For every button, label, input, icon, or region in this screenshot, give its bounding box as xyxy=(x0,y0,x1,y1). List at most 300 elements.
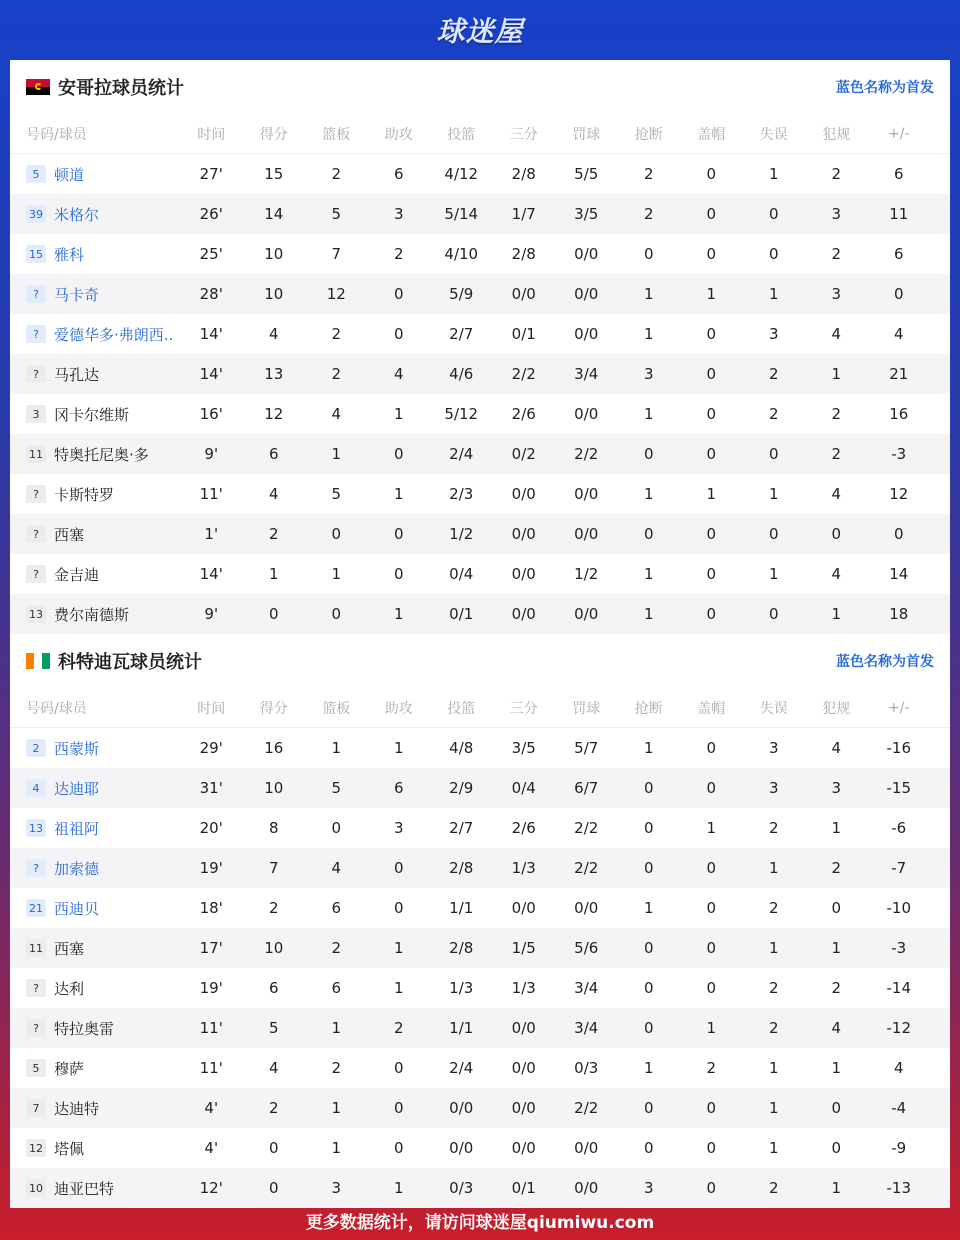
stat-cell: 0 xyxy=(768,525,779,543)
player-name[interactable]: 雅科 xyxy=(54,245,85,264)
stat-cell: 0 xyxy=(331,819,342,837)
stat-cell: 2 xyxy=(831,859,842,877)
jersey-number-badge: 13 xyxy=(26,819,46,837)
stat-cell: 1 xyxy=(393,939,404,957)
table-row[interactable] xyxy=(10,1128,950,1168)
stat-cell: 2 xyxy=(268,899,279,917)
stat-cell: 1 xyxy=(331,445,342,463)
stat-cell: 2/6 xyxy=(511,405,536,423)
cote-divoire-flag-icon xyxy=(26,653,50,669)
stat-cell: 1 xyxy=(768,165,779,183)
stat-cell: 1/7 xyxy=(511,205,536,223)
player-name[interactable]: 卡斯特罗 xyxy=(54,485,115,504)
column-header: +/- xyxy=(888,699,910,716)
stat-cell: 3 xyxy=(331,1179,342,1197)
stat-cell: 2/8 xyxy=(511,165,536,183)
flag-emblem xyxy=(35,83,42,90)
stat-cell: 2 xyxy=(831,165,842,183)
stat-cell: 2 xyxy=(768,819,779,837)
stat-cell: 2 xyxy=(831,245,842,263)
stat-cell: 2/4 xyxy=(449,445,474,463)
column-header: 篮板 xyxy=(322,126,351,143)
player-cell xyxy=(10,204,180,225)
jersey-number-badge: 10 xyxy=(26,1179,46,1197)
stat-cell: 0 xyxy=(831,899,842,917)
stat-cell: 1 xyxy=(393,979,404,997)
stat-cell: 3/5 xyxy=(574,205,599,223)
stat-cell: 17' xyxy=(199,939,223,957)
column-header: 罚球 xyxy=(572,126,601,143)
table-row[interactable] xyxy=(10,234,950,274)
stat-cell: 0/0 xyxy=(511,1019,536,1037)
stat-cell: 10 xyxy=(264,939,284,957)
stat-cell: 1 xyxy=(706,1019,717,1037)
stat-cell: 1/5 xyxy=(511,939,536,957)
column-header: 抢断 xyxy=(634,700,663,717)
table-row[interactable] xyxy=(10,968,950,1008)
stat-cell: 0 xyxy=(706,939,717,957)
stat-cell: 29' xyxy=(199,739,223,757)
stat-cell: 0 xyxy=(768,605,779,623)
stat-cell: 0 xyxy=(706,365,717,383)
stat-cell: 0 xyxy=(706,205,717,223)
stat-cell: -14 xyxy=(886,979,911,997)
stat-cell: 3 xyxy=(643,365,654,383)
jersey-number-badge: ? xyxy=(26,325,46,343)
stat-cell: -6 xyxy=(891,819,907,837)
jersey-number-badge: 39 xyxy=(26,205,46,223)
stat-cell: 10 xyxy=(264,285,284,303)
stat-cell: 4/12 xyxy=(444,165,479,183)
stat-cell: 0/0 xyxy=(574,1139,599,1157)
stat-cell: 3/4 xyxy=(574,365,599,383)
stat-cell: 21 xyxy=(889,365,909,383)
player-name[interactable]: 祖祖阿 xyxy=(54,819,100,838)
stat-cell: 1 xyxy=(331,1139,342,1157)
stat-cell: 1 xyxy=(331,565,342,583)
table-row[interactable] xyxy=(10,1048,950,1088)
stat-cell: 0 xyxy=(706,605,717,623)
table-row[interactable] xyxy=(10,274,950,314)
stat-cell: 2 xyxy=(768,979,779,997)
player-cell xyxy=(10,1178,180,1199)
stat-cell: 2 xyxy=(331,365,342,383)
player-cell xyxy=(10,938,180,959)
stat-cell: 0/0 xyxy=(574,285,599,303)
player-cell xyxy=(10,1098,180,1119)
stat-cell: 1 xyxy=(831,819,842,837)
stat-cell: 6 xyxy=(331,899,342,917)
jersey-number-badge: 3 xyxy=(26,405,46,423)
stat-cell: 2/2 xyxy=(511,365,536,383)
stat-cell: 1 xyxy=(768,859,779,877)
stat-cell: 0/4 xyxy=(449,565,474,583)
jersey-number-badge: ? xyxy=(26,979,46,997)
stat-cell: 0/0 xyxy=(511,285,536,303)
stat-cell: 9' xyxy=(204,445,219,463)
stat-cell: 2/2 xyxy=(574,445,599,463)
player-name[interactable]: 西塞 xyxy=(54,525,85,544)
stat-cell: 0/0 xyxy=(511,899,536,917)
table-row[interactable] xyxy=(10,728,950,768)
stat-cell: 4 xyxy=(831,485,842,503)
stat-cell: 1 xyxy=(831,1179,842,1197)
stat-cell: 5/5 xyxy=(574,165,599,183)
stat-cell: 0/0 xyxy=(449,1099,474,1117)
stat-cell: 0/1 xyxy=(449,605,474,623)
player-cell xyxy=(10,858,180,879)
stat-cell: 0 xyxy=(706,899,717,917)
table-row[interactable] xyxy=(10,1008,950,1048)
stat-cell: 2/8 xyxy=(449,939,474,957)
stat-cell: 1 xyxy=(831,1059,842,1077)
stat-cell: 15 xyxy=(264,165,284,183)
team-section-header xyxy=(10,60,950,114)
stat-cell: 1/3 xyxy=(449,979,474,997)
stat-cell: 0 xyxy=(643,1099,654,1117)
stat-cell: 2 xyxy=(268,525,279,543)
player-name[interactable]: 迪亚巴特 xyxy=(54,1179,115,1198)
stat-cell: 3 xyxy=(831,285,842,303)
stat-cell: 12 xyxy=(264,405,284,423)
stat-cell: 4 xyxy=(268,485,279,503)
stat-cell: 12 xyxy=(326,285,346,303)
stat-cell: 2/7 xyxy=(449,819,474,837)
player-name[interactable]: 达迪耶 xyxy=(54,779,100,798)
table-row[interactable] xyxy=(10,888,950,928)
player-name[interactable]: 加索德 xyxy=(54,859,100,878)
table-row[interactable] xyxy=(10,514,950,554)
stat-cell: 6 xyxy=(393,165,404,183)
player-name[interactable]: 费尔南德斯 xyxy=(54,605,130,624)
stat-cell: 2/4 xyxy=(449,1059,474,1077)
player-cell xyxy=(10,738,180,759)
stats-card xyxy=(10,60,950,1200)
stat-cell: 1 xyxy=(768,1059,779,1077)
stat-cell: 2 xyxy=(831,405,842,423)
player-cell xyxy=(10,324,180,345)
player-name[interactable]: 穆萨 xyxy=(54,1059,85,1078)
stat-cell: 0/0 xyxy=(574,525,599,543)
stat-cell: 1 xyxy=(331,1099,342,1117)
stat-cell: 1 xyxy=(643,899,654,917)
stat-cell: 0 xyxy=(643,1139,654,1157)
stat-cell: 3 xyxy=(768,739,779,757)
stat-cell: 0 xyxy=(268,1179,279,1197)
stat-cell: 3/4 xyxy=(574,1019,599,1037)
player-name[interactable]: 特奥托尼奥·多 xyxy=(54,445,149,464)
stat-cell: 2/2 xyxy=(574,1099,599,1117)
stat-cell: 0 xyxy=(768,445,779,463)
stat-cell: 1 xyxy=(706,485,717,503)
stat-cell: 2/2 xyxy=(574,819,599,837)
stat-cell: 1/1 xyxy=(449,1019,474,1037)
column-header: 三分 xyxy=(509,126,538,143)
stat-cell: 0 xyxy=(393,859,404,877)
stat-cell: 0 xyxy=(706,1099,717,1117)
player-name[interactable]: 西蒙斯 xyxy=(54,739,100,758)
stat-cell: 0 xyxy=(643,859,654,877)
stat-cell: 11' xyxy=(199,1019,223,1037)
player-cell xyxy=(10,364,180,385)
column-header: 得分 xyxy=(259,700,288,717)
stat-cell: 14 xyxy=(264,205,284,223)
stat-cell: 0 xyxy=(393,325,404,343)
stat-cell: 0 xyxy=(831,1099,842,1117)
flag-stripe xyxy=(26,653,34,669)
column-header: 盖帽 xyxy=(697,700,726,717)
stat-cell: 11' xyxy=(199,1059,223,1077)
stat-cell: 0/0 xyxy=(574,245,599,263)
stat-cell: 0 xyxy=(706,1139,717,1157)
player-name[interactable]: 特拉奥雷 xyxy=(54,1019,115,1038)
stat-cell: -3 xyxy=(891,939,907,957)
player-cell xyxy=(10,564,180,585)
stat-cell: 3 xyxy=(643,1179,654,1197)
stat-cell: 0 xyxy=(706,859,717,877)
team-title: 科特迪瓦球员统计 xyxy=(58,652,202,673)
stat-cell: 0/0 xyxy=(574,485,599,503)
stat-cell: 25' xyxy=(199,245,223,263)
table-row[interactable] xyxy=(10,848,950,888)
stat-cell: 4 xyxy=(831,325,842,343)
table-row[interactable] xyxy=(10,394,950,434)
starter-legend-note: 蓝色名称为首发 xyxy=(836,654,934,670)
stat-cell: 0 xyxy=(331,605,342,623)
stat-cell: 0/2 xyxy=(511,445,536,463)
stat-cell: 0/0 xyxy=(511,565,536,583)
stat-cell: 2/8 xyxy=(511,245,536,263)
stat-cell: -16 xyxy=(886,739,911,757)
stat-cell: 1 xyxy=(831,365,842,383)
player-cell xyxy=(10,444,180,465)
stat-cell: 1 xyxy=(831,605,842,623)
player-name[interactable]: 马卡奇 xyxy=(54,285,100,304)
stat-cell: 1 xyxy=(768,485,779,503)
stat-cell: 1/3 xyxy=(511,859,536,877)
stat-cell: 18 xyxy=(889,605,909,623)
stat-cell: 0/1 xyxy=(511,325,536,343)
player-name[interactable]: 冈卡尔维斯 xyxy=(54,405,130,424)
stat-cell: 1 xyxy=(393,405,404,423)
jersey-number-badge: 13 xyxy=(26,605,46,623)
stat-cell: 1 xyxy=(643,325,654,343)
jersey-number-badge: ? xyxy=(26,859,46,877)
app-logo: 球迷屋 xyxy=(436,15,524,48)
table-row[interactable] xyxy=(10,314,950,354)
stat-cell: 4 xyxy=(831,1019,842,1037)
stat-cell: 0 xyxy=(643,1019,654,1037)
stat-cell: 0/0 xyxy=(511,525,536,543)
column-header: 篮板 xyxy=(322,700,351,717)
player-name[interactable]: 顿道 xyxy=(54,165,85,184)
stat-cell: 18' xyxy=(199,899,223,917)
stat-cell: 0 xyxy=(393,525,404,543)
stat-cell: 1 xyxy=(393,739,404,757)
jersey-number-badge: 5 xyxy=(26,1059,46,1077)
stat-cell: 6 xyxy=(331,979,342,997)
stat-cell: 5 xyxy=(331,779,342,797)
stat-cell: 2 xyxy=(331,165,342,183)
stat-cell: 10 xyxy=(264,245,284,263)
player-name[interactable]: 米格尔 xyxy=(54,205,100,224)
table-row[interactable] xyxy=(10,554,950,594)
starter-legend-note: 蓝色名称为首发 xyxy=(836,80,934,96)
stat-cell: 2 xyxy=(706,1059,717,1077)
player-cell xyxy=(10,818,180,839)
stat-cell: -3 xyxy=(891,445,907,463)
stat-cell: 4/10 xyxy=(444,245,479,263)
player-name[interactable]: 塔佩 xyxy=(54,1139,85,1158)
app-header xyxy=(0,0,960,60)
player-name[interactable]: 达利 xyxy=(54,979,85,998)
stat-cell: 1 xyxy=(643,565,654,583)
angola-flag-icon xyxy=(26,79,50,95)
stat-cell: 0 xyxy=(706,325,717,343)
column-header-player: 号码/球员 xyxy=(26,126,87,143)
table-row[interactable] xyxy=(10,594,950,634)
stat-cell: 0/0 xyxy=(511,1099,536,1117)
player-cell xyxy=(10,604,180,625)
column-header: 时间 xyxy=(197,700,226,717)
stat-cell: 16' xyxy=(199,405,223,423)
stat-cell: 4 xyxy=(393,365,404,383)
jersey-number-badge: ? xyxy=(26,485,46,503)
flag-stripe xyxy=(34,653,42,669)
stat-cell: 5/12 xyxy=(444,405,479,423)
column-header: 投篮 xyxy=(447,126,476,143)
stat-cell: 5 xyxy=(331,205,342,223)
table-row[interactable] xyxy=(10,434,950,474)
stat-cell: 0 xyxy=(268,605,279,623)
stat-cell: 16 xyxy=(264,739,284,757)
stat-cell: 3 xyxy=(831,205,842,223)
stat-cell: 1 xyxy=(643,1059,654,1077)
flag-stripe xyxy=(42,653,50,669)
column-header: 时间 xyxy=(197,126,226,143)
stat-cell: 5/9 xyxy=(449,285,474,303)
table-row[interactable] xyxy=(10,928,950,968)
stat-cell: 1/2 xyxy=(449,525,474,543)
stat-cell: 1 xyxy=(643,285,654,303)
stat-cell: 0/0 xyxy=(511,485,536,503)
table-row[interactable] xyxy=(10,194,950,234)
team-section xyxy=(10,60,950,634)
player-name[interactable]: 金吉迪 xyxy=(54,565,100,584)
player-name[interactable]: 爱德华多·弗朗西.. xyxy=(54,325,174,344)
player-name[interactable]: 西塞 xyxy=(54,939,85,958)
stat-cell: 0 xyxy=(706,445,717,463)
stat-cell: 2 xyxy=(331,1059,342,1077)
stat-cell: 3 xyxy=(831,779,842,797)
column-header: 助攻 xyxy=(384,700,413,717)
player-cell xyxy=(10,284,180,305)
player-name[interactable]: 马孔达 xyxy=(54,365,100,384)
column-header: 三分 xyxy=(509,700,538,717)
stat-cell: 0/0 xyxy=(511,605,536,623)
stat-cell: -12 xyxy=(886,1019,911,1037)
stat-cell: 1 xyxy=(768,1099,779,1117)
stat-cell: 2 xyxy=(768,899,779,917)
column-header: 投篮 xyxy=(447,700,476,717)
column-header-player: 号码/球员 xyxy=(26,700,87,717)
stat-cell: 13 xyxy=(264,365,284,383)
footer-link[interactable]: 更多数据统计，请访问球迷屋qiumiwu.com xyxy=(305,1212,655,1233)
table-row[interactable] xyxy=(10,354,950,394)
stat-cell: 1/1 xyxy=(449,899,474,917)
stat-cell: -4 xyxy=(891,1099,907,1117)
table-header-row xyxy=(10,114,950,154)
stat-cell: 2 xyxy=(831,979,842,997)
stat-cell: 3 xyxy=(768,779,779,797)
column-header: 失误 xyxy=(759,126,788,143)
column-header: +/- xyxy=(888,125,910,142)
stat-cell: 4 xyxy=(268,1059,279,1077)
stat-cell: 2 xyxy=(831,445,842,463)
stat-cell: 2/6 xyxy=(511,819,536,837)
team-title: 安哥拉球员统计 xyxy=(58,78,184,99)
player-name[interactable]: 西迪贝 xyxy=(54,899,100,918)
column-header: 盖帽 xyxy=(697,126,726,143)
stat-cell: 1 xyxy=(768,939,779,957)
stat-cell: 6 xyxy=(393,779,404,797)
table-row[interactable] xyxy=(10,474,950,514)
stat-cell: 31' xyxy=(199,779,223,797)
table-row[interactable] xyxy=(10,1088,950,1128)
stat-cell: 1 xyxy=(331,739,342,757)
stat-cell: 5/14 xyxy=(444,205,479,223)
jersey-number-badge: ? xyxy=(26,285,46,303)
stat-cell: 2/3 xyxy=(449,485,474,503)
stat-cell: 4 xyxy=(831,739,842,757)
player-name[interactable]: 达迪特 xyxy=(54,1099,100,1118)
stat-cell: 0/0 xyxy=(574,1179,599,1197)
stat-cell: 0 xyxy=(706,1179,717,1197)
stat-cell: -7 xyxy=(891,859,907,877)
jersey-number-badge: 2 xyxy=(26,739,46,757)
stat-cell: 2 xyxy=(643,205,654,223)
jersey-number-badge: 4 xyxy=(26,779,46,797)
player-cell xyxy=(10,244,180,265)
stat-cell: 0 xyxy=(706,405,717,423)
stat-cell: 0 xyxy=(706,165,717,183)
stat-cell: 1 xyxy=(393,605,404,623)
stat-cell: -9 xyxy=(891,1139,907,1157)
stat-cell: 26' xyxy=(199,205,223,223)
table-row[interactable] xyxy=(10,768,950,808)
stat-cell: 0/1 xyxy=(511,1179,536,1197)
team-section xyxy=(10,634,950,1208)
stat-cell: 6/7 xyxy=(574,779,599,797)
stat-cell: 14' xyxy=(199,565,223,583)
stat-cell: 4/6 xyxy=(449,365,474,383)
stat-cell: -15 xyxy=(886,779,911,797)
stat-cell: 19' xyxy=(199,859,223,877)
stat-cell: 5/6 xyxy=(574,939,599,957)
table-header-row xyxy=(10,688,950,728)
column-header: 助攻 xyxy=(384,126,413,143)
stat-cell: 0 xyxy=(393,1139,404,1157)
stat-cell: 4 xyxy=(831,565,842,583)
stat-cell: 0 xyxy=(706,565,717,583)
jersey-number-badge: 15 xyxy=(26,245,46,263)
stat-cell: 0 xyxy=(768,245,779,263)
player-cell xyxy=(10,978,180,999)
jersey-number-badge: 11 xyxy=(26,445,46,463)
table-row[interactable] xyxy=(10,808,950,848)
table-row[interactable] xyxy=(10,154,950,194)
stat-cell: 1' xyxy=(204,525,219,543)
